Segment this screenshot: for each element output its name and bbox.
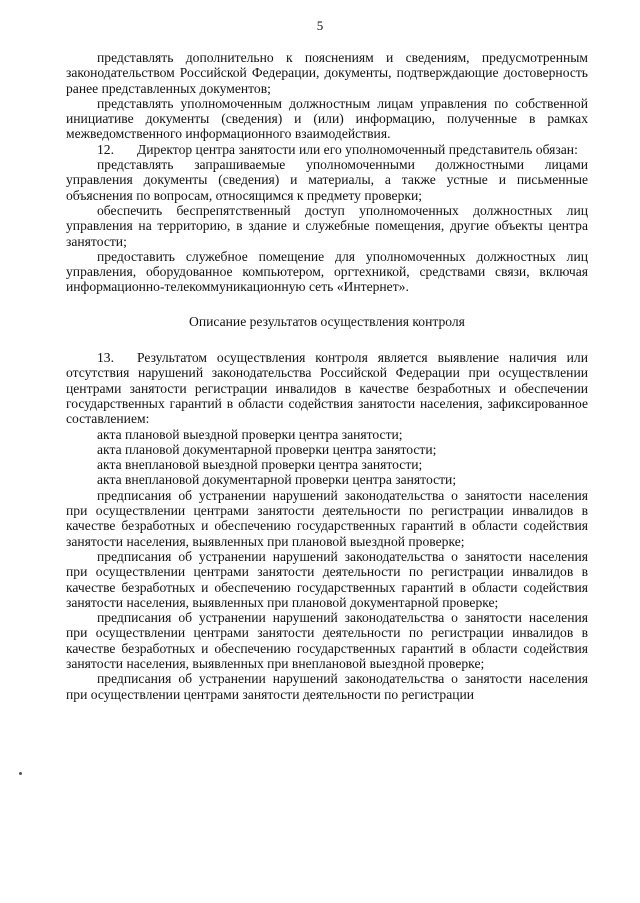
- paragraph: акта плановой документарной проверки центра занятости;: [97, 441, 437, 457]
- paragraph: обеспечить беспрепятственный доступ уполномоченных должностных лиц управления на территорию, в здание и служебные помещения, другие объекты центра занятости;: [66, 202, 588, 249]
- clause-text: Результатом осуществления контроля является выявление наличия или отсутствия нарушений законодательства Российской Федерации при осуществлении центрами занятости регистрации инвалидов в качестве безработных и обеспечении государственных гарантий в области содействия занятости населения, зафиксированное составлением:: [66, 350, 588, 427]
- clause-number: 13.: [97, 350, 114, 366]
- margin-speck: [19, 772, 22, 775]
- page-number: 5: [316, 18, 324, 33]
- paragraph: предписания об устранении нарушений законодательства о занятости населения при осуществлении центрами занятости деятельности по регистрации инвалидов в качестве безработных и обеспечению государственных гарантий в области содействия занятости населения, выявленных при плановой документарной проверке;: [66, 548, 588, 610]
- paragraph: акта внеплановой выездной проверки центра занятости;: [97, 457, 423, 473]
- paragraph: представлять уполномоченным должностным лицам управления по собственной инициативе документы (сведения) и (или) информацию, полученные в рамках межведомственного информационного взаимодействия.: [66, 95, 588, 142]
- clause-text: Директор центра занятости или его уполномоченный представитель обязан:: [137, 141, 578, 157]
- document-body: [66, 50, 588, 702]
- paragraph: акта плановой выездной проверки центра занятости;: [97, 426, 403, 442]
- clause-number: 12.: [97, 141, 114, 157]
- paragraph: представлять запрашиваемые уполномоченными должностными лицами управления документы (сведения) и материалы, а также устные и письменные объяснения по вопросам, относящимся к предмету проверки;: [66, 157, 588, 203]
- results-section: [66, 350, 588, 702]
- paragraph: предписания об устранении нарушений законодательства о занятости населения при осуществлении центрами занятости деятельности по регистрации: [66, 671, 588, 702]
- paragraph: предписания об устранении нарушений законодательства о занятости населения при осуществлении центрами занятости деятельности по регистрации инвалидов в качестве безработных и обеспечению государственных гарантий в области содействия занятости населения, выявленных при внеплановой выездной проверке;: [66, 610, 588, 671]
- obligations-section: [66, 50, 588, 295]
- paragraph: акта внеплановой документарной проверки центра занятости;: [97, 472, 457, 488]
- paragraph: представлять дополнительно к пояснениям и сведениям, предусмотренным законодательством Российской Федерации, документы, подтверждающие достоверность ранее представленных документов;: [66, 50, 588, 96]
- numbered-clause: [66, 350, 588, 426]
- numbered-clause: [66, 142, 588, 157]
- paragraph: предписания об устранении нарушений законодательства о занятости населения при осуществлении центрами занятости деятельности по регистрации инвалидов в качестве безработных и обеспечению государственных гарантий в области содействия занятости населения, выявленных при плановой выездной проверке;: [66, 487, 588, 549]
- section-heading: Описание результатов осуществления контроля: [189, 313, 465, 329]
- paragraph: предоставить служебное помещение для уполномоченных должностных лиц управления, оборудованное компьютером, оргтехникой, средствами связи, включая информационно-телекоммуникационную сеть «Интернет».: [66, 248, 588, 295]
